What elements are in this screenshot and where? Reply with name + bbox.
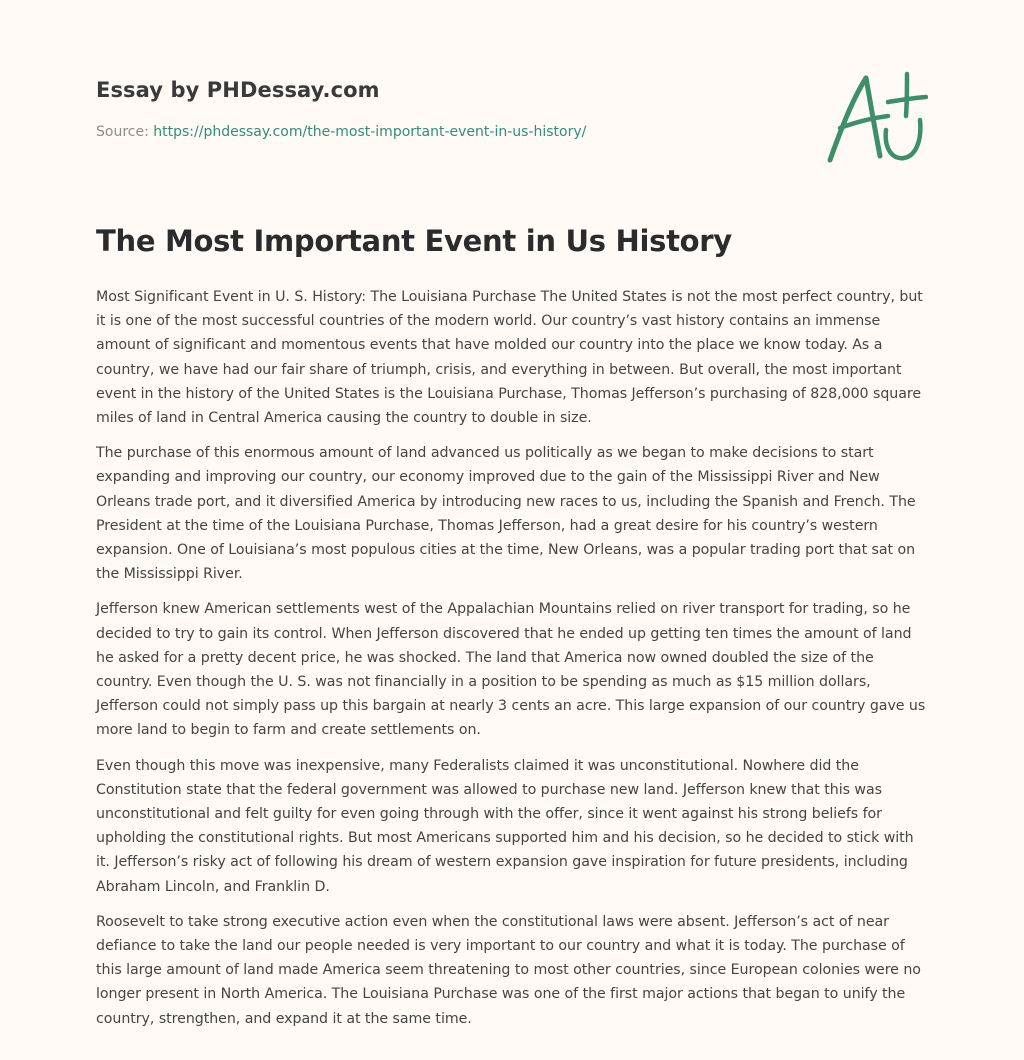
essay-page <box>96 0 928 1027</box>
essay-body <box>96 285 928 1042</box>
essay-paragraph: The purchase of this enormous amount of land advanced us politically as we began to make decisions to start expanding and improving our country, our economy improved due to the gain of the Mississippi River and New Orleans trade port, and it diversified America by introducing new races to us, including the Spanish and French. The President at the time of the Louisiana Purchase, Thomas Jefferson, had a great desire for his country’s western expansion. One of Louisiana’s most populous cities at the time, New Orleans, was a popular trading port that sat on the Mississippi River. <box>96 445 916 583</box>
a-plus-logo-icon <box>826 70 928 166</box>
source-line <box>96 124 586 140</box>
site-title: Essay by PHDessay.com <box>96 78 380 102</box>
page-header <box>96 0 928 190</box>
essay-paragraph: Jefferson knew American settlements west of the Appalachian Mountains relied on river transport for trading, so he decided to try to gain its control. When Jefferson discovered that he ended up getting ten times the amount of land he asked for a pretty decent price, he was shocked. The land that America now owned doubled the size of the country. Even though the U. S. was not financially in a position to be spending as much as $15 million dollars, Jefferson could not simply pass up this bargain at nearly 3 cents an acre. This large expansion of our country gave us more land to begin to farm and create settlements on. <box>96 601 926 739</box>
essay-paragraph: Most Significant Event in U. S. History: The Louisiana Purchase The United States is not the most perfect country, but it is one of the most successful countries of the modern world. Our country’s vast history contains an immense amount of significant and momentous events that have molded our country into the place we know today. As a country, we have had our fair share of triumph, crisis, and everything in between. But overall, the most important event in the history of the United States is the Louisiana Purchase, Thomas Jefferson’s purchasing of 828,000 square miles of land in Central America causing the country to double in size. <box>96 289 923 427</box>
essay-title: The Most Important Event in Us History <box>96 224 732 258</box>
source-link[interactable]: https://phdessay.com/the-most-important-event-in-us-history/ <box>153 124 587 140</box>
source-label: Source: <box>96 124 149 140</box>
essay-paragraph: Roosevelt to take strong executive action even when the constitutional laws were absent. Jefferson’s act of near defiance to take the land our people needed is very important to our country and what it is today. The purchase of this large amount of land made America seem threatening to most other countries, since European colonies were no longer present in North America. The Louisiana Purchase was one of the first major actions that began to unify the country, strengthen, and expand it at the same time. <box>96 913 921 1027</box>
essay-paragraph: Even though this move was inexpensive, many Federalists claimed it was unconstitutional. Nowhere did the Constitution state that the federal government was allowed to purchase new land. Jefferson knew that this was unconstitutional and felt guilty for even going through with the offer, since it went against his strong beliefs for upholding the constitutional rights. But most Americans supported him and his decision, so he decided to stick with it. Jefferson’s risky act of following his dream of western expansion gave inspiration for future presidents, including Abraham Lincoln, and Franklin D. <box>96 757 914 895</box>
